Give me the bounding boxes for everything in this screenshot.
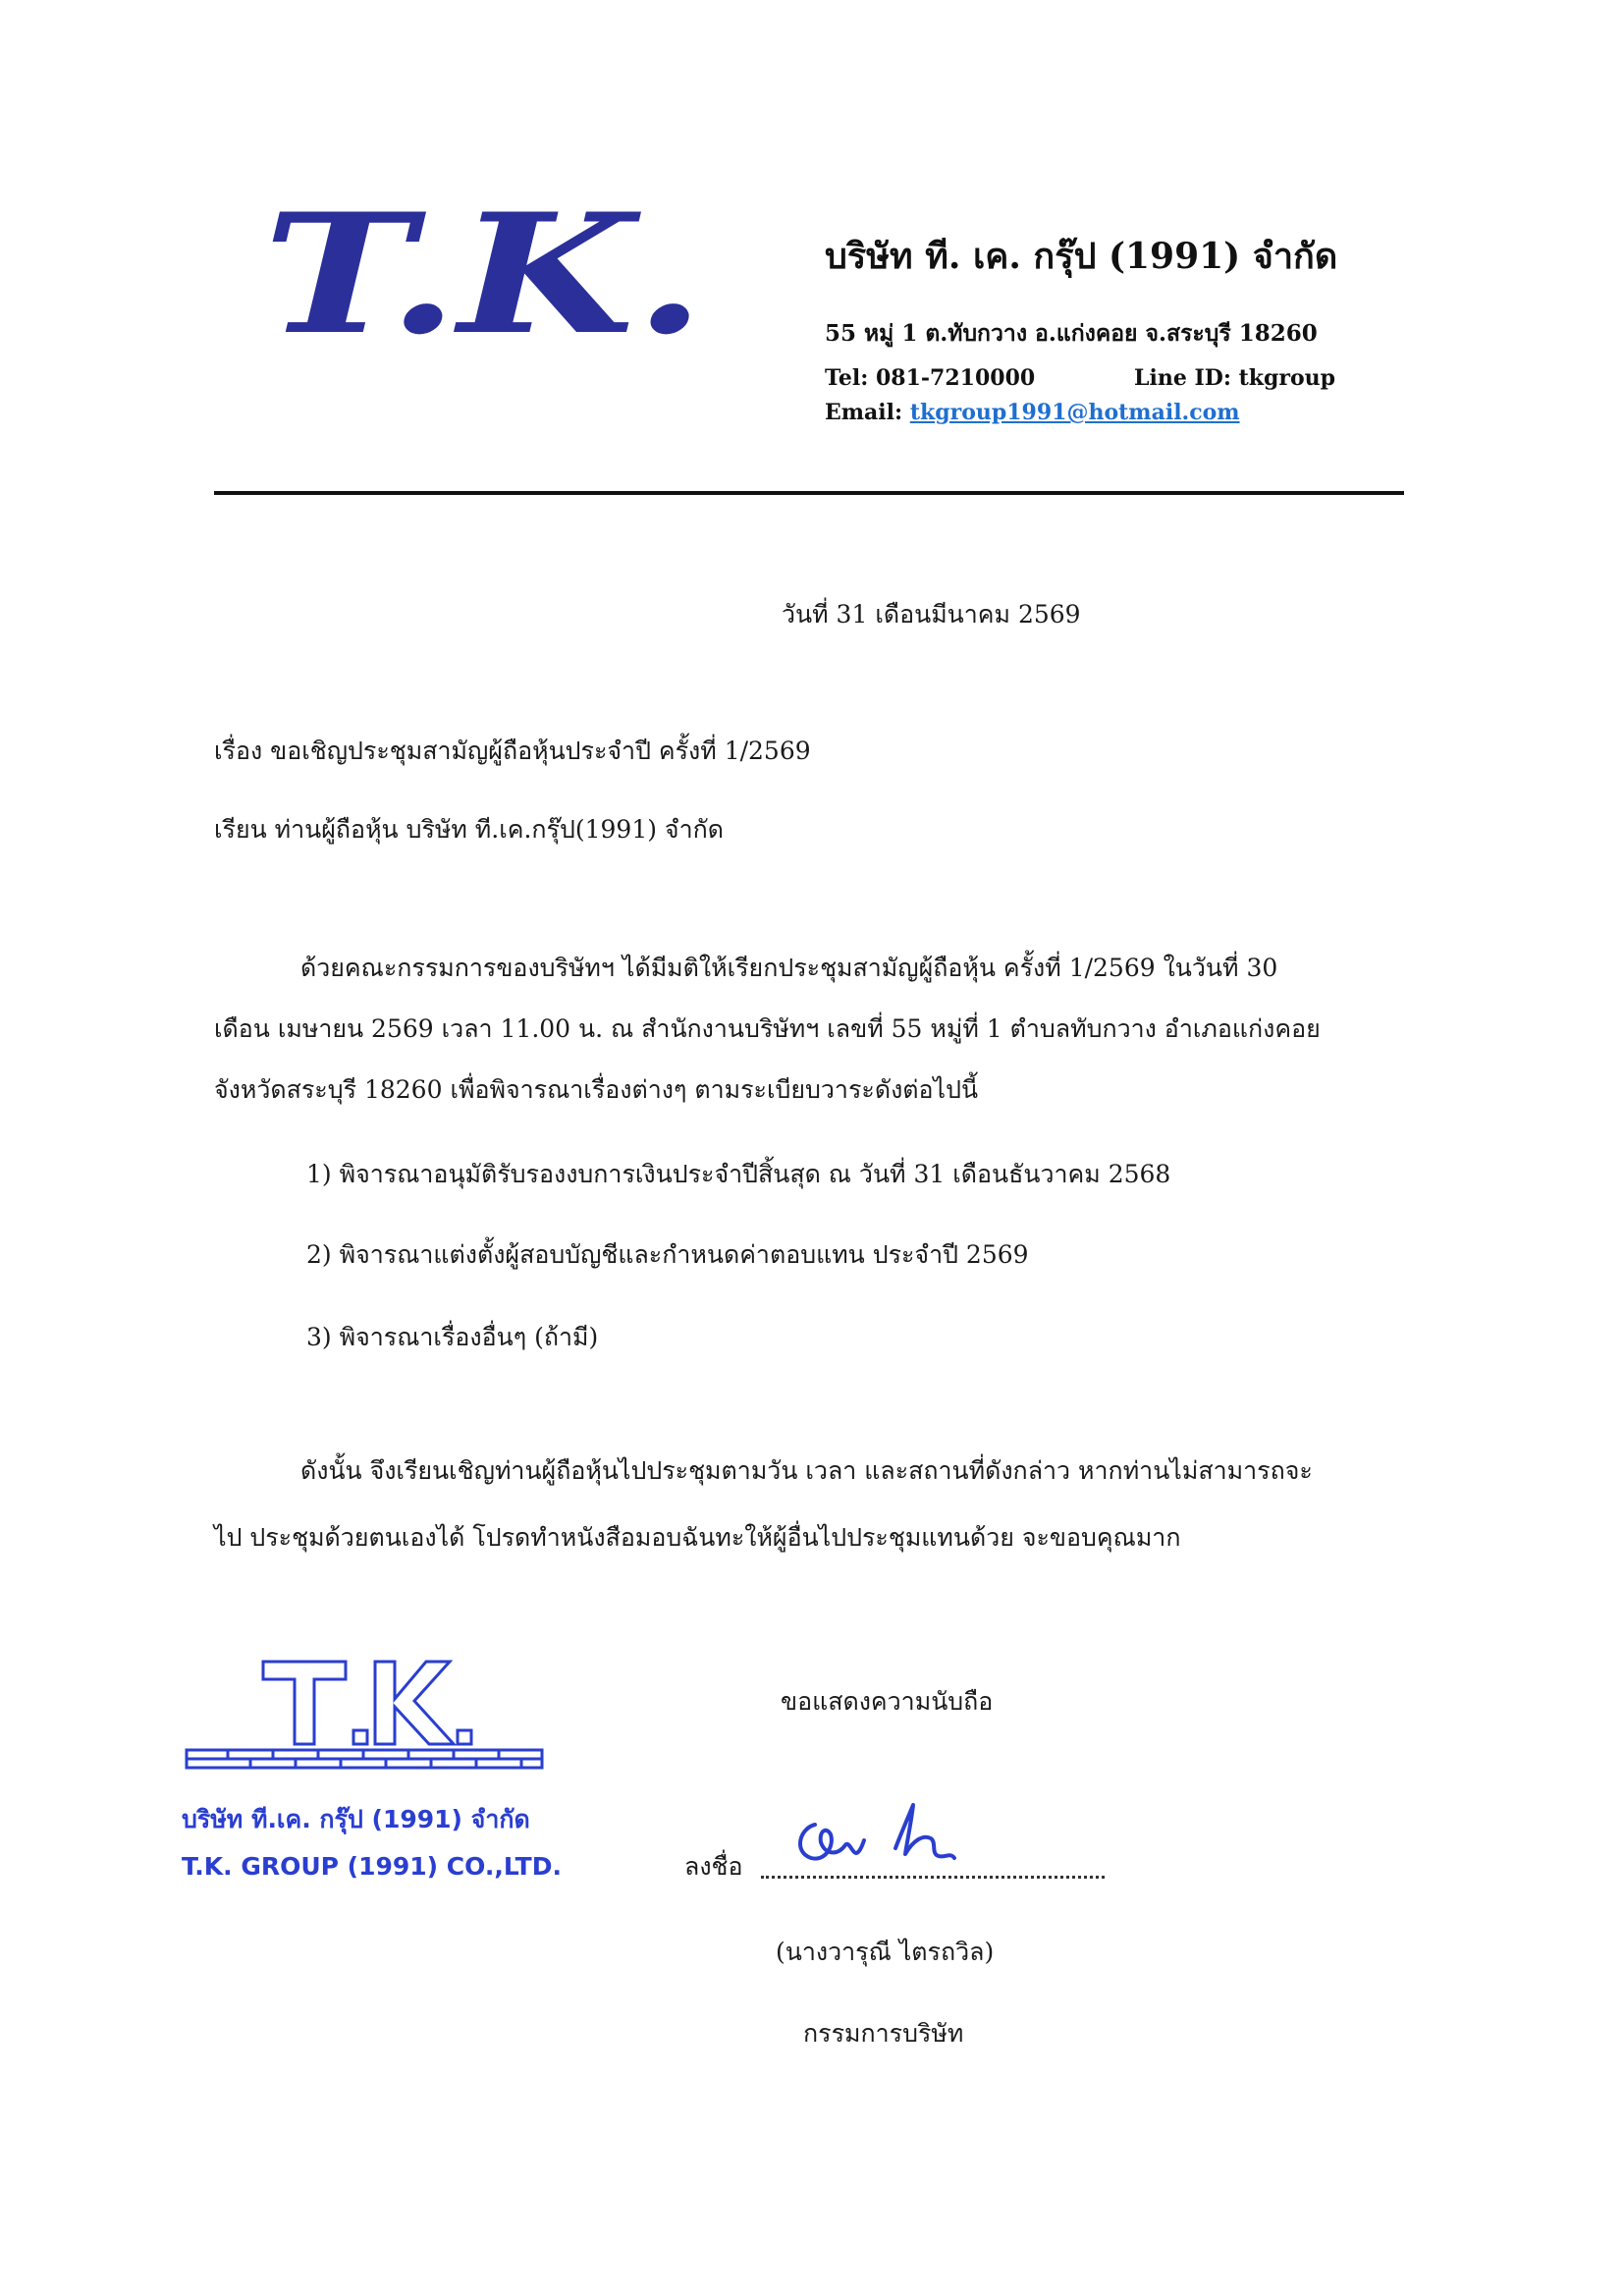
letter-subject: เรื่อง ขอเชิญประชุมสามัญผู้ถือหุ้นประจำปี ครั้งที่ 1/2569 xyxy=(214,737,811,765)
company-stamp xyxy=(179,1650,552,1886)
email-label: Email: xyxy=(825,400,903,425)
email-link[interactable]: tkgroup1991@hotmail.com xyxy=(909,400,1240,425)
paragraph-1-line: จังหวัดสระบุรี 18260 เพื่อพิจารณาเรื่องต่างๆ ตามระเบียบวาระดังต่อไปนี้ xyxy=(214,1075,979,1104)
paragraph-1-line: เดือน เมษายน 2569 เวลา 11.00 น. ณ สำนักงานบริษัทฯ เลขที่ 55 หมู่ที่ 1 ตำบลทับกวาง อำเภอแก่งคอย xyxy=(214,1014,1321,1043)
closing-salutation: ขอแสดงความนับถือ xyxy=(781,1687,994,1716)
agenda-item-2: 2) พิจารณาแต่งตั้งผู้สอบบัญชีและกำหนดค่าตอบแทน ประจำปี 2569 xyxy=(306,1240,1029,1269)
paragraph-1-line: ด้วยคณะกรรมการของบริษัทฯ ได้มีมติให้เรียกประชุมสามัญผู้ถือหุ้น ครั้งที่ 1/2569 ในวันที่ 30 xyxy=(300,954,1278,982)
company-name: บริษัท ที. เค. กรุ๊ป (1991) จำกัด xyxy=(825,236,1338,277)
logo-text: T.K. xyxy=(263,194,705,361)
signer-name: (นางวารุณี ไตรถวิล) xyxy=(776,1938,995,1966)
stamp-letter-k xyxy=(375,1662,454,1744)
letter-recipient: เรียน ท่านผู้ถือหุ้น บริษัท ที.เค.กรุ๊ป(1991) จำกัด xyxy=(214,815,724,844)
stamp-name-english: T.K. GROUP (1991) CO.,LTD. xyxy=(182,1852,562,1881)
company-logo xyxy=(263,194,710,361)
agenda-item-3: 3) พิจารณาเรื่องอื่นๆ (ถ้ามี) xyxy=(306,1323,599,1351)
paragraph-2-line: ไป ประชุมด้วยตนเองได้ โปรดทำหนังสือมอบฉันทะให้ผู้อื่นไปประชุมแทนด้วย จะขอบคุณมาก xyxy=(214,1523,1181,1552)
contact-tel: Tel: 081-7210000 xyxy=(825,365,1036,391)
agenda-item-1: 1) พิจารณาอนุมัติรับรองงบการเงินประจำปีสิ้นสุด ณ วันที่ 31 เดือนธันวาคม 2568 xyxy=(306,1160,1171,1188)
header-divider xyxy=(214,491,1404,495)
stamp-name-thai: บริษัท ที.เค. กรุ๊ป (1991) จำกัด xyxy=(182,1805,530,1833)
contact-line-id: Line ID: tkgroup xyxy=(1134,365,1336,391)
company-address: 55 หมู่ 1 ต.ทับกวาง อ.แก่งคอย จ.สระบุรี 18260 xyxy=(825,320,1318,347)
handwritten-signature xyxy=(785,1797,972,1886)
stamp-dot xyxy=(353,1730,367,1744)
stamp-dot xyxy=(458,1730,471,1744)
signer-title: กรรมการบริษัท xyxy=(803,2019,964,2048)
paragraph-2-line: ดังนั้น จึงเรียนเชิญท่านผู้ถือหุ้นไปประชุมตามวัน เวลา และสถานที่ดังกล่าว หากท่านไม่สามารถจะ xyxy=(300,1456,1313,1485)
letter-date: วันที่ 31 เดือนมีนาคม 2569 xyxy=(782,600,1081,629)
contact-email xyxy=(825,400,1240,425)
stamp-letter-t xyxy=(263,1662,346,1744)
signature-label: ลงชื่อ xyxy=(684,1852,743,1881)
